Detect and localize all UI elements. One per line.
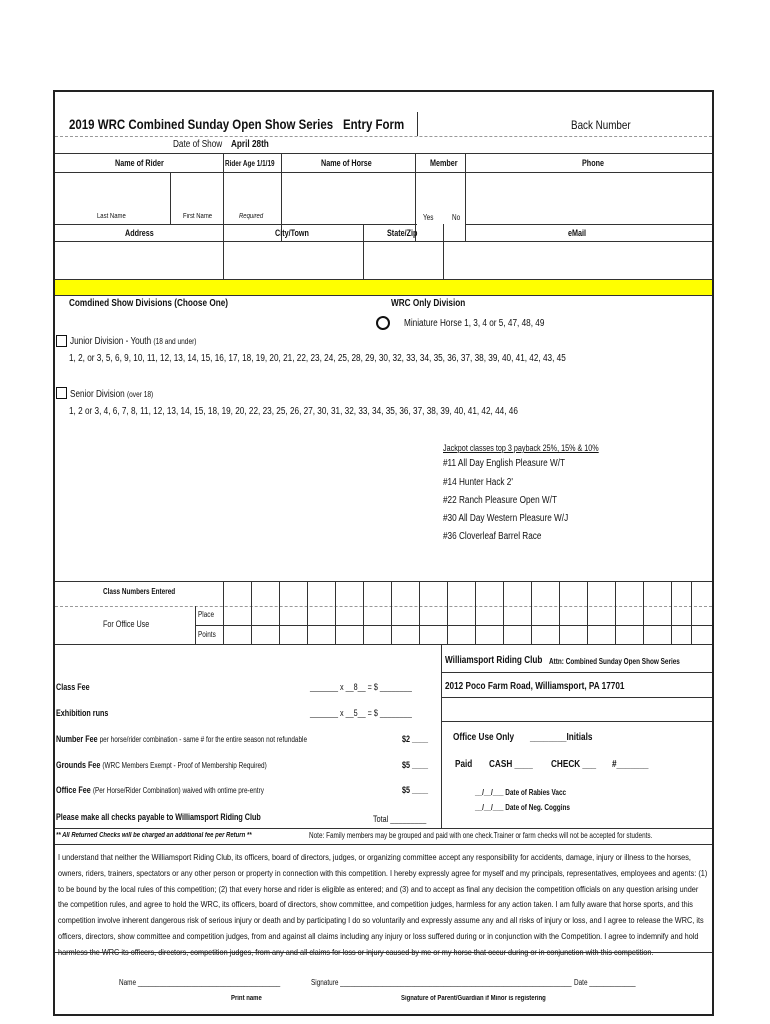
required-label: Required [239,213,264,220]
state-zip-input[interactable] [364,242,442,278]
jackpot-class: #36 Cloverleaf Barrel Race [443,531,542,542]
junior-division-checkbox[interactable] [56,335,67,347]
wrc-only-heading: WRC Only Division [391,298,466,309]
grounds-fee-row: Grounds Fee (WRC Members Exempt - Proof of Membership Required) [56,760,267,770]
member-no[interactable]: No [452,213,461,222]
release-waiver-text: I understand that neither the Williamsport Riding Club, its officers, board of directors, judges, or organizing committee accept any responsibility for accidents, damage, injury or illness to the horses, owners, riders, trainers, spectators or any other person or property in connection with this competition. I hereby expressly agree for myself and my principals, representatives, employees and agents: (1) to be bound by the local rules of this competition; (2) that every horse and rider is eligible as entered; and (3) and to accept as final any decision the competition officials on any question arising under the competition rules, and agree to hold the WRC, its officers, board of directors, show committee, and competition judges, harmless for any action taken. I am fully aware that horse sports, and this competition involve inherent dangerous risk of serious injury or death and by participating I do so voluntarily and expressly assume any and all risks of injury or loss, and I agree to release the WRC, its officers, directors, show committee and competition judges, from and against all claims including any injury or loss suffered during or in conjunction with the Competition. I agree to indemnify and hold harmless the WRC its officers, directors, competition judges, from any and all claims for loss or injury caused by me or my horse that occur during or in conjunction with this competition. [58,852,708,957]
club-name: Williamsport Riding Club [445,655,543,666]
jackpot-class: #22 Ranch Pleasure Open W/T [443,495,557,506]
initials[interactable]: ________Initials [530,732,593,743]
family-note: Note: Family members may be grouped and paid with one check.Trainer or farm checks will not be accepted for students. [309,831,653,840]
horse-name-input[interactable] [282,173,414,209]
member-yes[interactable]: Yes [423,213,434,222]
check-field[interactable]: CHECK ___ [551,759,597,770]
exhibition-runs-label: Exhibition runs [56,708,109,718]
name-line[interactable]: Name ________________________________________ [119,978,281,987]
office-use-label: For Office Use [103,619,150,629]
number-fee-amount[interactable]: $2 ____ [402,734,429,744]
phone-input[interactable] [466,173,711,209]
email-header: eMail [568,228,587,238]
class-numbers-entry[interactable] [224,582,711,605]
office-fee-row: Office Fee (Per Horse/Rider Combination) waived with ontime pre-entry [56,785,264,795]
first-name-label: First Name [183,213,213,220]
combined-divisions-heading: Comdined Show Divisions (Choose One) [69,298,229,309]
yellow-separator-bar [55,279,712,296]
last-name-input[interactable] [56,173,169,209]
date-of-show-value[interactable]: April 28th [231,139,269,150]
rider-age-input[interactable] [224,173,280,209]
senior-division-checkbox[interactable] [56,387,67,399]
print-name-label: Print name [231,995,262,1002]
miniature-horse-classes: Miniature Horse 1, 3, 4 or 5, 47, 48, 49 [404,318,545,329]
phone-header: Phone [582,158,605,168]
cash-field[interactable]: CASH ____ [489,759,533,770]
city-input[interactable] [224,242,362,278]
last-name-label: Last Name [97,213,126,220]
club-attn: Attn: Combined Sunday Open Show Series [549,657,680,666]
check-number-field[interactable]: #_______ [612,759,649,770]
office-fee-amount[interactable]: $5 ____ [402,785,429,795]
class-fee-calc[interactable]: _______ x __8__ = $ ________ [310,682,412,692]
senior-classes: 1, 2 or 3, 4, 6, 7, 8, 11, 12, 13, 14, 15, 18, 19, 20, 22, 23, 25, 26, 27, 30, 31, 32, 33, 34, 35, 36, 37, 38, 39, 40, 41, 42, 44, 46 [69,406,518,417]
member-header: Member [430,158,458,168]
returned-checks-note: ** All Returned Checks will be charged an additional fee per Return ** [56,832,252,839]
class-numbers-heading: Class Numbers Entered [103,587,176,596]
jackpot-class: #30 All Day Western Pleasure W/J [443,513,569,524]
jackpot-class: #14 Hunter Hack 2' [443,477,513,488]
miniature-horse-radio[interactable] [376,316,390,330]
coggins-date[interactable]: __/__/___ Date of Neg. Coggins [475,803,570,812]
back-number-label: Back Number [571,118,631,132]
checks-payable: Please make all checks payable to Williamsport Riding Club [56,812,261,822]
exhibition-calc[interactable]: _______ x __5__ = $ ________ [310,708,412,718]
state-zip-header: State/Zip [387,228,418,238]
class-fee-label: Class Fee [56,682,90,692]
paid-label: Paid [455,759,473,770]
grounds-fee-amount[interactable]: $5 ____ [402,760,429,770]
address-header: Address [125,228,154,238]
signature-line[interactable]: Signature _________________________________________________________________ [311,978,572,987]
name-of-rider-header: Name of Rider [115,158,164,168]
name-of-horse-header: Name of Horse [321,158,372,168]
club-address: 2012 Poco Farm Road, Williamsport, PA 17701 [445,681,625,692]
junior-division-label: Junior Division - Youth (18 and under) [70,336,197,347]
senior-division-label: Senior Division (over 18) [70,389,154,400]
parent-signature-label: Signature of Parent/Guardian if Minor is registering [401,995,546,1002]
entry-form [53,90,714,1016]
first-name-input[interactable] [171,173,222,209]
address-input[interactable] [56,242,222,278]
number-fee-row: Number Fee per horse/rider combination - same # for the entire season not refundable [56,734,308,744]
date-line[interactable]: Date _____________ [574,978,636,987]
junior-classes: 1, 2, or 3, 5, 6, 9, 10, 11, 12, 13, 14, 15, 16, 17, 18, 19, 20, 21, 22, 23, 24, 25, 28, 29, 30, 32, 33, 34, 35, 36, 37, 38, 39, 40, 41, 42, 43, 45 [69,353,566,364]
jackpot-heading: Jackpot classes top 3 payback 25%, 15% & 10% [443,443,599,453]
rabies-date[interactable]: __/__/___ Date of Rabies Vacc [475,788,567,797]
points-label: Points [198,630,216,639]
form-title: 2019 WRC Combined Sunday Open Show Series [69,116,334,132]
date-of-show-label: Date of Show [173,139,223,150]
rider-age-header: Rider Age 1/1/19 [225,159,275,168]
jackpot-class: #11 All Day English Pleasure W/T [443,458,566,469]
office-use-only: Office Use Only [453,732,515,743]
place-label: Place [198,610,215,619]
total-field[interactable]: Total _________ [373,814,427,824]
entry-form-label: Entry Form [343,116,405,132]
email-input[interactable] [444,242,711,278]
city-town-header: City/Town [275,228,309,238]
